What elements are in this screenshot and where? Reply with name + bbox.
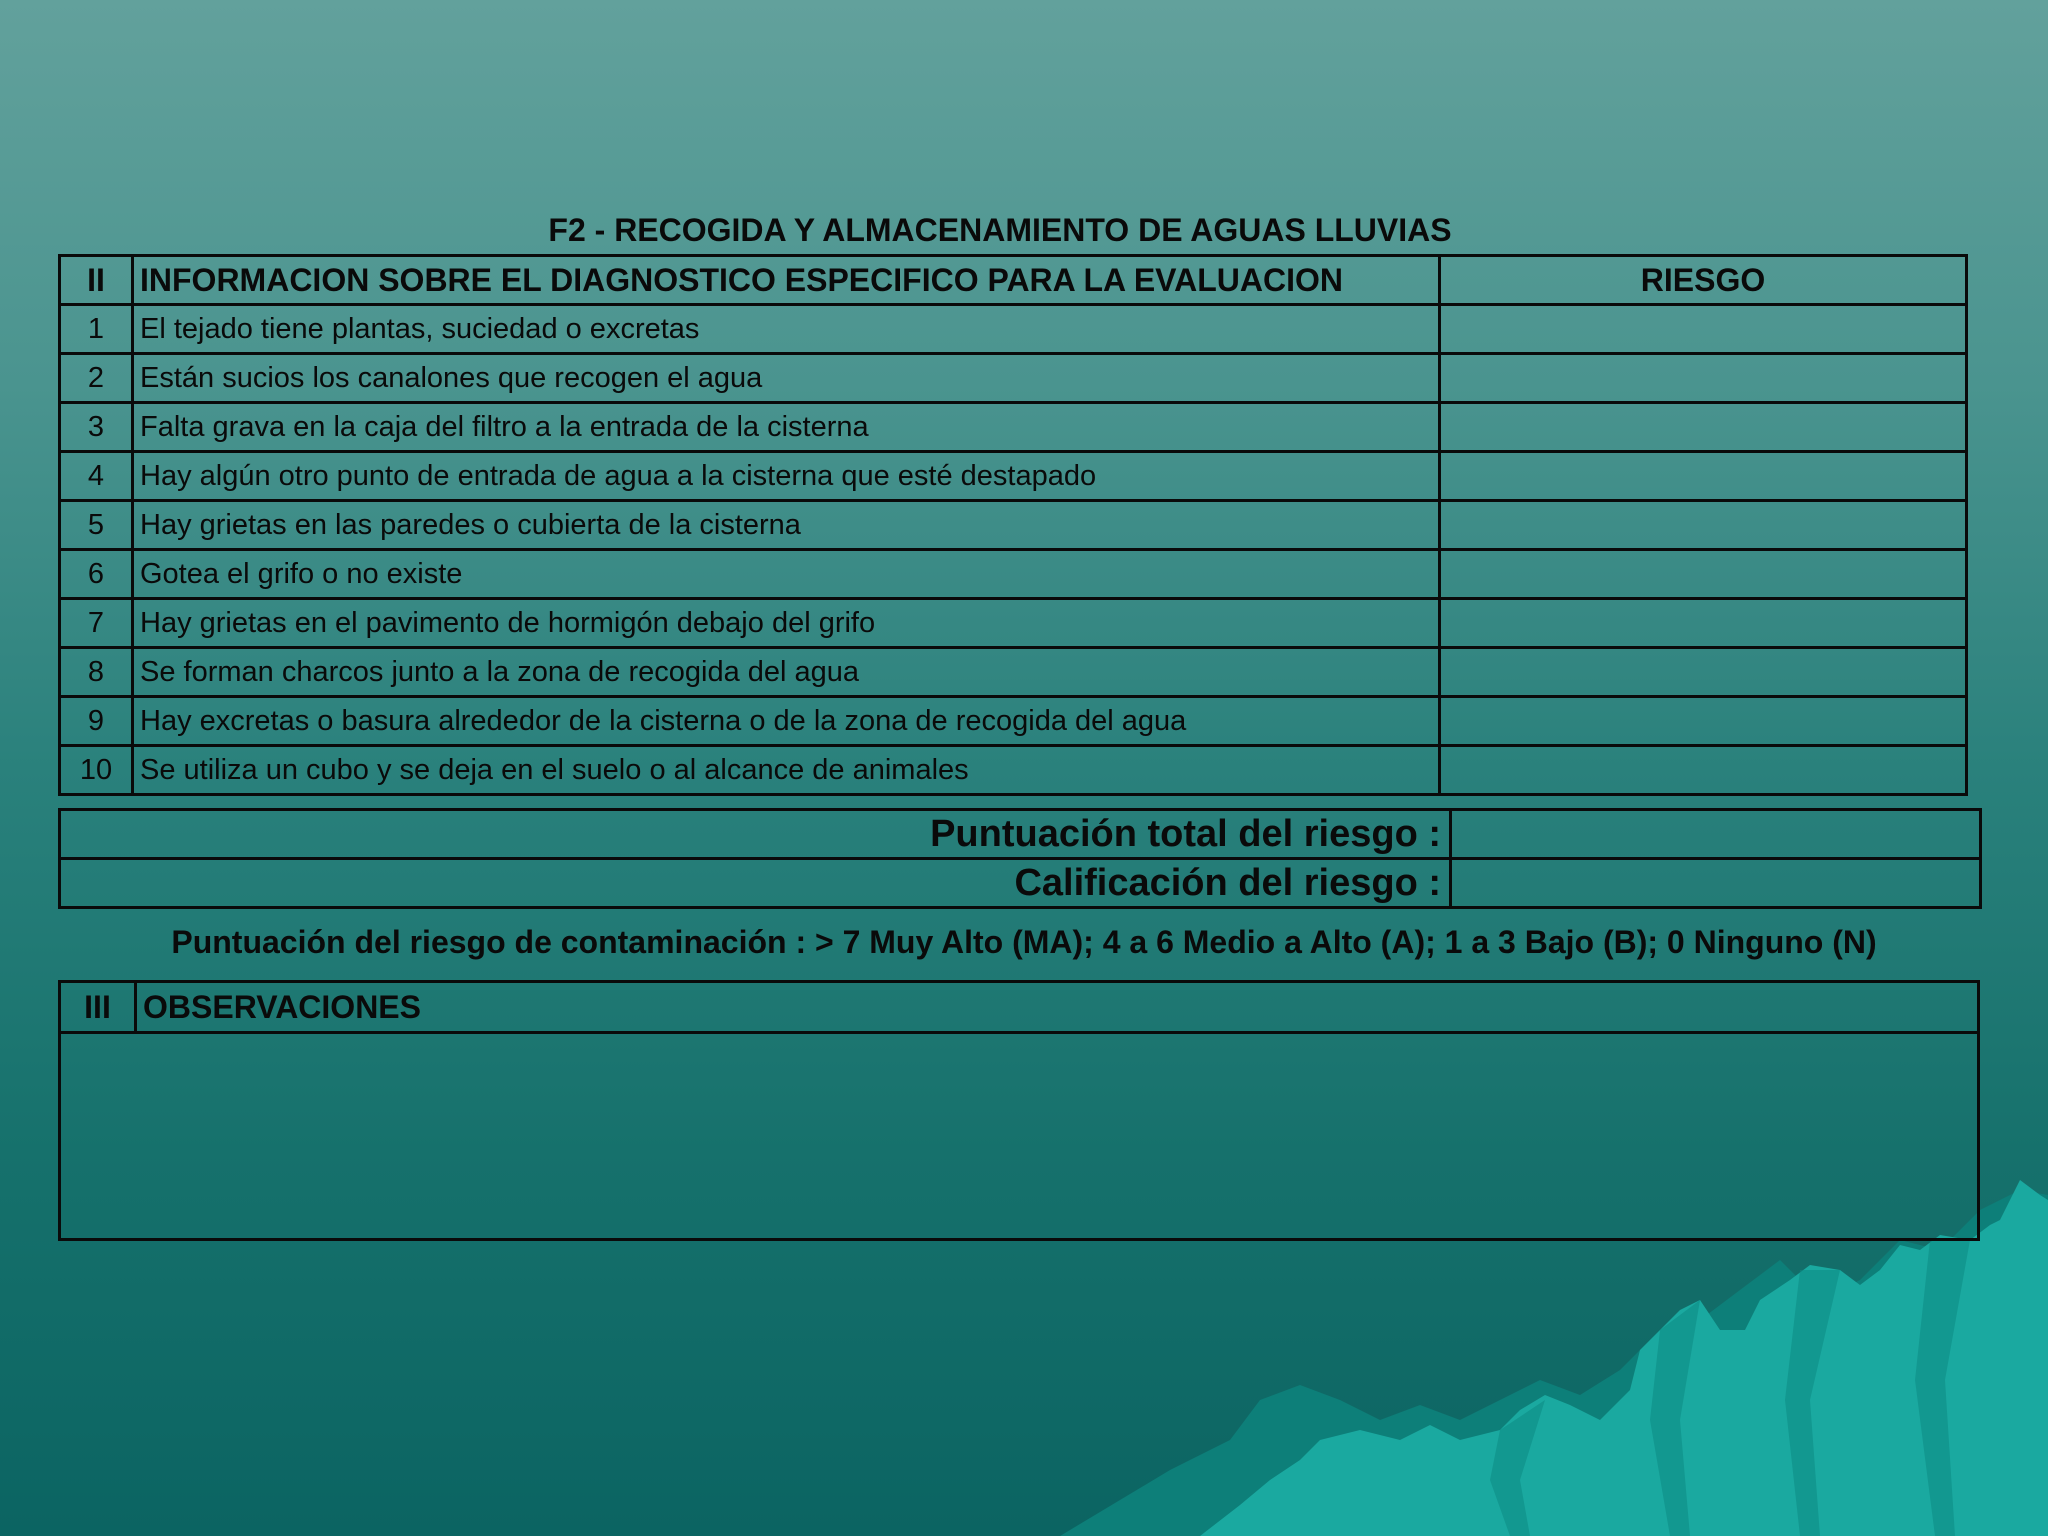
item-number: 10 [60, 746, 133, 795]
observations-field[interactable] [60, 1033, 1979, 1240]
item-number: 8 [60, 648, 133, 697]
item-number: 4 [60, 452, 133, 501]
item-text: Hay grietas en las paredes o cubierta de la cisterna [133, 501, 1440, 550]
item-number: 1 [60, 305, 133, 354]
item-number: 9 [60, 697, 133, 746]
risk-cell[interactable] [1440, 697, 1967, 746]
table-row [60, 550, 1967, 599]
total-score-value[interactable] [1451, 810, 1981, 859]
risk-cell[interactable] [1440, 501, 1967, 550]
item-number: 2 [60, 354, 133, 403]
table-row [60, 697, 1967, 746]
table-row [60, 599, 1967, 648]
risk-cell[interactable] [1440, 452, 1967, 501]
observations-body-row [60, 1033, 1979, 1240]
diagnostic-table [58, 254, 1968, 796]
item-text: El tejado tiene plantas, suciedad o excretas [133, 305, 1440, 354]
total-score-row [60, 810, 1981, 859]
table-row [60, 452, 1967, 501]
table-header-row [60, 256, 1967, 305]
table-row [60, 648, 1967, 697]
risk-cell[interactable] [1440, 599, 1967, 648]
section-number: II [60, 256, 133, 305]
risk-cell[interactable] [1440, 550, 1967, 599]
table-row [60, 746, 1967, 795]
total-score-label: Puntuación total del riesgo : [60, 810, 1451, 859]
observations-header-row [60, 982, 1979, 1033]
item-number: 5 [60, 501, 133, 550]
item-text: Hay algún otro punto de entrada de agua a la cisterna que esté destapado [133, 452, 1440, 501]
observations-section-number: III [60, 982, 136, 1033]
section-heading: INFORMACION SOBRE EL DIAGNOSTICO ESPECIFICO PARA LA EVALUACION [133, 256, 1440, 305]
risk-cell[interactable] [1440, 354, 1967, 403]
item-number: 7 [60, 599, 133, 648]
item-text: Se utiliza un cubo y se deja en el suelo o al alcance de animales [133, 746, 1440, 795]
risk-cell[interactable] [1440, 403, 1967, 452]
item-number: 3 [60, 403, 133, 452]
risk-rating-row [60, 859, 1981, 908]
risk-cell[interactable] [1440, 746, 1967, 795]
item-number: 6 [60, 550, 133, 599]
risk-cell[interactable] [1440, 648, 1967, 697]
risk-column-header: RIESGO [1440, 256, 1967, 305]
item-text: Están sucios los canalones que recogen el agua [133, 354, 1440, 403]
observations-table [58, 980, 1980, 1241]
item-text: Hay grietas en el pavimento de hormigón debajo del grifo [133, 599, 1440, 648]
observations-heading: OBSERVACIONES [136, 982, 1979, 1033]
item-text: Gotea el grifo o no existe [133, 550, 1440, 599]
item-text: Se forman charcos junto a la zona de recogida del agua [133, 648, 1440, 697]
risk-rating-label: Calificación del riesgo : [60, 859, 1451, 908]
risk-cell[interactable] [1440, 305, 1967, 354]
table-row [60, 354, 1967, 403]
item-text: Falta grava en la caja del filtro a la entrada de la cisterna [133, 403, 1440, 452]
score-table [58, 808, 1982, 909]
table-row [60, 403, 1967, 452]
table-row [60, 501, 1967, 550]
table-row [60, 305, 1967, 354]
risk-score-legend: Puntuación del riesgo de contaminación : > 7 Muy Alto (MA); 4 a 6 Medio a Alto (A); 1 a 3 Bajo (B); 0 Ninguno (N) [171, 924, 1877, 960]
item-text: Hay excretas o basura alrededor de la cisterna o de la zona de recogida del agua [133, 697, 1440, 746]
risk-rating-value[interactable] [1451, 859, 1981, 908]
form-title: F2 - RECOGIDA Y ALMACENAMIENTO DE AGUAS LLUVIAS [548, 212, 1452, 248]
